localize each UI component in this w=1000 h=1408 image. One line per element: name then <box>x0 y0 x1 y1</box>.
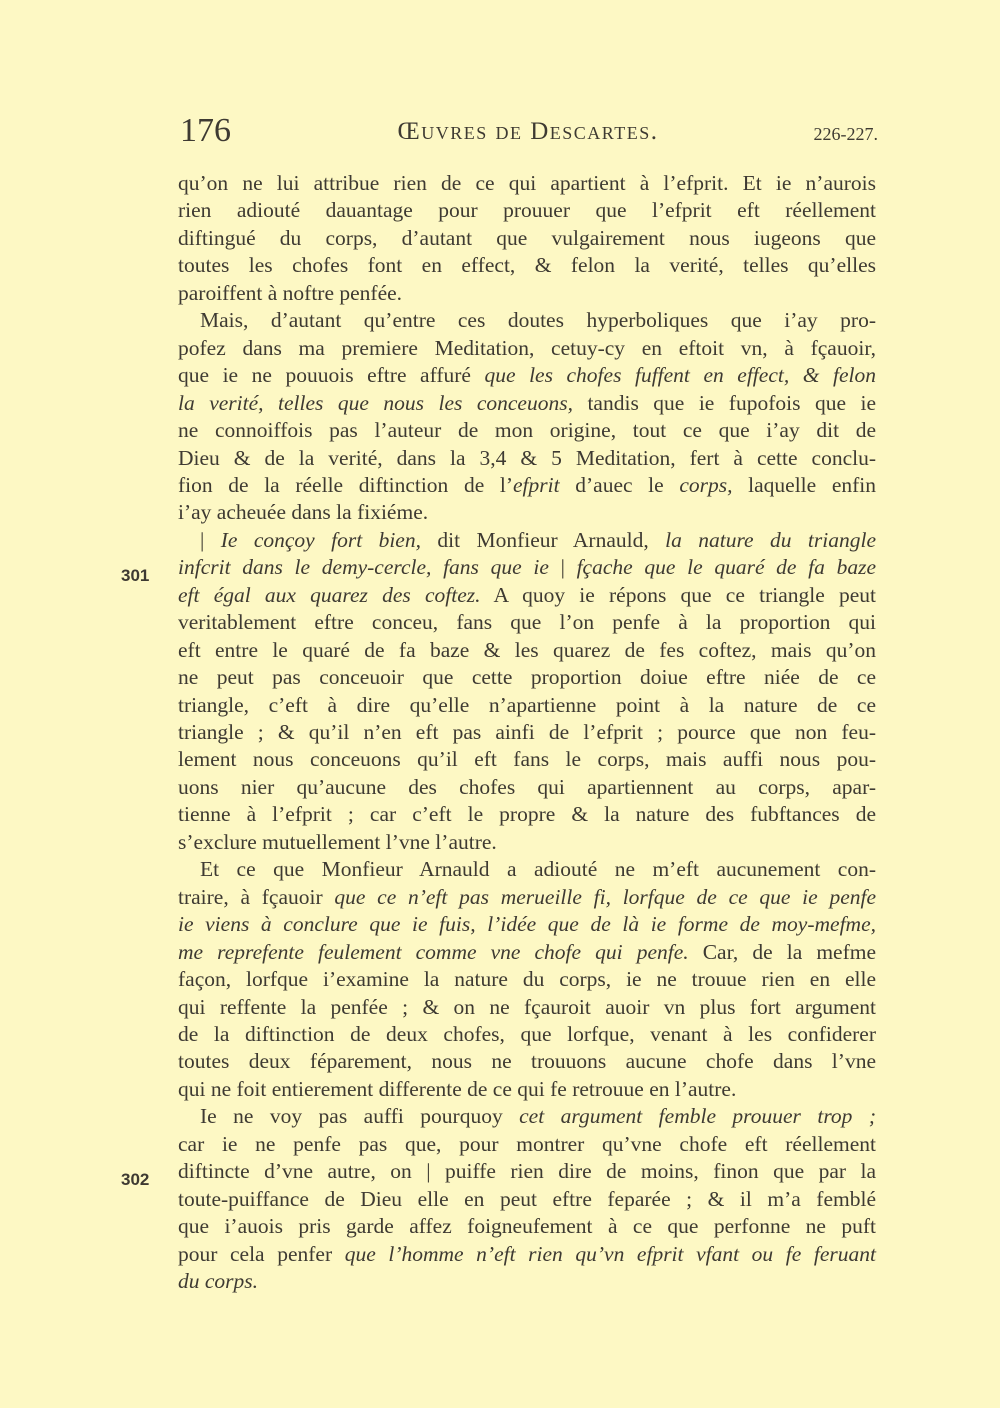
text-line <box>178 225 876 253</box>
italic-text: que les chofes fuffent en effect, & felon <box>484 363 877 388</box>
text-line <box>178 1021 876 1049</box>
text-segment: ne connoiffois pas l’auteur de mon origine, tout ce que i’ay dit de <box>178 418 876 443</box>
text-segment: eft entre le quaré de fa baze & les quarez de fes coftez, mais qu’on <box>178 637 876 662</box>
text-segment: uons nier qu’aucune des chofes qui apartiennent au corps, apar- <box>178 774 876 799</box>
text-segment: A quoy ie répons que ce triangle peut <box>480 582 876 607</box>
text-segment: toute-puiffance de Dieu elle en peut eftre feparée ; & il m’a femblé <box>178 1186 876 1211</box>
text-segment: i’ay acheuée dans la fixiéme. <box>178 500 429 525</box>
italic-text: que ce n’eft pas merueille fi, lorfque de ce que ie penfe <box>334 884 877 909</box>
text-line <box>178 1268 876 1296</box>
text-segment: paroiffent à noftre penfée. <box>178 280 403 305</box>
text-segment: | <box>560 555 577 580</box>
text-line <box>178 609 876 637</box>
text-line <box>178 1048 876 1076</box>
text-segment: fion de la réelle diftinction de l’ <box>178 472 514 497</box>
italic-text: ie viens à conclure que ie fuis, l’idée que de là ie forme de moy-mefme, <box>178 912 876 937</box>
text-segment: car ie ne penfe pas que, pour montrer qu’vne chofe eft réellement <box>178 1131 876 1156</box>
text-line <box>178 252 876 280</box>
text-line <box>178 472 876 500</box>
text-segment: rien adiouté dauantage pour prouuer que l’efprit eft réellement <box>178 198 876 223</box>
text-line <box>178 335 876 363</box>
text-line <box>200 1103 876 1131</box>
text-line <box>178 1076 876 1104</box>
text-line <box>178 994 876 1022</box>
text-line <box>178 554 876 582</box>
text-segment: Et ce que Monfieur Arnauld a adiouté ne m’eft aucunement con- <box>200 857 876 882</box>
text-segment: que i’auois pris garde affez foigneufement à ce que perfonne ne puft <box>178 1214 876 1239</box>
page-reference: 226-227. <box>813 124 878 144</box>
text-segment: de la diftinction de deux chofes, que lorfque, venant à les confiderer <box>178 1021 876 1046</box>
text-line <box>178 884 876 912</box>
italic-text: cet argument femble prouuer trop ; <box>519 1104 876 1129</box>
italic-text: du corps. <box>178 1269 259 1293</box>
text-line <box>178 664 876 692</box>
text-segment: pofez dans ma premiere Meditation, cetuy-cy en eftoit vn, à fçauoir, <box>178 335 876 360</box>
italic-text: me reprefente feulement comme vne chofe qui penfe. <box>178 939 689 964</box>
text-segment: veritablement eftre conceu, fans que l’on penfe à la proportion qui <box>178 610 876 635</box>
text-line <box>178 417 876 445</box>
text-line <box>178 390 876 418</box>
italic-text: infcrit dans le demy-cercle, fans que ie <box>178 555 561 580</box>
italic-text: eft égal aux quarez des coftez. <box>178 582 481 607</box>
text-segment: qui ne foit entierement differente de ce qui fe retrouue en l’autre. <box>178 1076 737 1101</box>
text-line <box>178 445 876 473</box>
text-segment: façon, lorfque i’examine la nature du corps, ie ne trouue rien en elle <box>178 967 876 992</box>
text-line <box>178 939 876 967</box>
page-header <box>178 110 878 158</box>
text-line <box>178 692 876 720</box>
italic-text: la nature du triangle <box>665 527 876 552</box>
text-segment: que ie ne pouuois eftre affuré <box>178 363 485 388</box>
text-line <box>178 582 876 610</box>
text-line <box>178 637 876 665</box>
text-segment: | <box>200 527 221 552</box>
text-segment: ne peut pas conceuoir que cette proportion doiue eftre niée de ce <box>178 665 876 690</box>
text-segment: Car, de la mefme <box>688 939 877 964</box>
text-segment: diftincte d’vne autre, on | puiffe rien dire de moins, finon que par la <box>178 1159 876 1184</box>
margin-number: 302 <box>121 1170 150 1189</box>
text-line <box>178 746 876 774</box>
text-segment: dit Monfieur Arnauld, <box>420 527 666 552</box>
text-segment: Dieu & de la verité, dans la 3,4 & 5 Meditation, fert à cette conclu- <box>178 445 876 470</box>
text-segment: traire, à fçauoir <box>178 884 335 909</box>
text-line <box>178 829 876 857</box>
text-segment: pour cela penfer <box>178 1241 345 1266</box>
text-segment: triangle, c’eft à dire qu’elle n’apartienne point à la nature de ce <box>178 692 876 717</box>
text-line <box>178 280 876 308</box>
text-line <box>200 527 876 555</box>
margin-number: 301 <box>121 566 150 585</box>
text-line <box>178 197 876 225</box>
text-segment: d’auec le <box>559 472 680 497</box>
text-segment: s’exclure mutuellement l’vne l’autre. <box>178 829 497 854</box>
text-segment: qui reffente la penfée ; & on ne fçauroit auoir vn plus fort argument <box>178 994 876 1019</box>
text-line <box>178 1241 876 1269</box>
text-segment: triangle ; & qu’il n’en eft pas ainfi de l’efprit ; pource que non feu- <box>178 720 876 744</box>
text-line <box>178 966 876 994</box>
text-line <box>178 801 876 829</box>
text-segment: diftingué du corps, d’autant que vulgairement nous iugeons que <box>178 225 876 250</box>
text-line <box>178 911 876 939</box>
text-segment: toutes deux féparement, nous ne trouuons aucune chofe dans l’vne <box>178 1049 876 1074</box>
text-line <box>178 1213 876 1241</box>
italic-text: que l’homme n’eft rien qu’vn efprit vfant ou fe feruant <box>344 1241 876 1266</box>
text-line <box>178 719 876 747</box>
text-segment: Mais, d’autant qu’entre ces doutes hyperboliques que i’ay pro- <box>200 308 876 333</box>
text-segment: tienne à l’efprit ; car c’eft le propre & la nature des fubftances de <box>178 802 876 827</box>
text-segment: Ie ne voy pas auffi pourquoy <box>200 1104 520 1129</box>
text-segment: qu’on ne lui attribue rien de ce qui apartient à l’efprit. Et ie n’aurois <box>178 171 876 195</box>
text-line <box>178 1158 876 1186</box>
text-line <box>178 774 876 802</box>
text-line <box>200 307 876 335</box>
text-segment: laquelle enfin <box>732 472 877 497</box>
italic-text: fçache que le quaré de fa baze <box>576 555 876 580</box>
italic-text: Ie conçoy fort bien, <box>220 527 421 552</box>
text-line <box>200 856 876 884</box>
italic-text: corps, <box>679 472 733 497</box>
italic-text: la verité, telles que nous les conceuons, <box>178 390 573 415</box>
text-segment: toutes les chofes font en effect, & felon la verité, telles qu’elles <box>178 253 876 278</box>
text-line <box>178 499 876 527</box>
text-line <box>178 362 876 390</box>
text-line <box>178 170 876 198</box>
page-number: 176 <box>180 112 231 149</box>
text-line <box>178 1131 876 1159</box>
text-line <box>178 1186 876 1214</box>
text-segment: tandis que ie fupofois que ie <box>572 390 876 415</box>
text-segment: lement nous conceuons qu’il eft fans le corps, mais auffi nous pou- <box>178 747 876 772</box>
running-title: Œuvres de Descartes. <box>397 118 659 145</box>
italic-text: efprit <box>513 472 560 497</box>
